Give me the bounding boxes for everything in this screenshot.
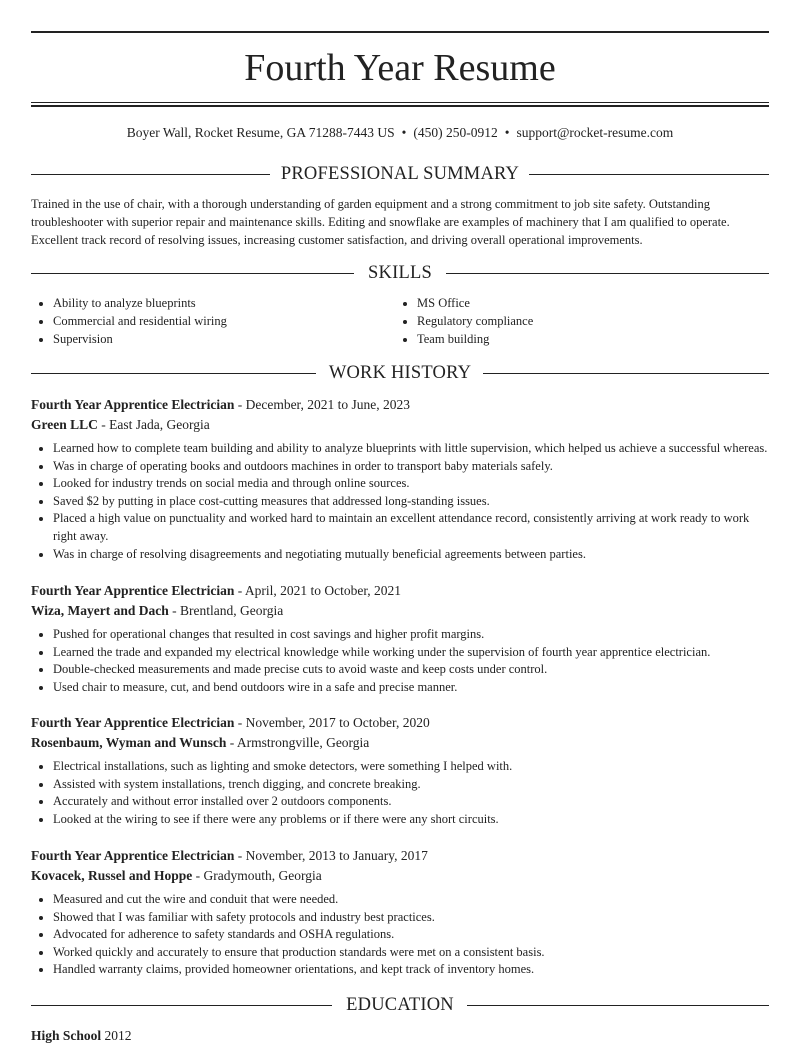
job-title-line	[31, 581, 769, 601]
contact-address: Boyer Wall, Rocket Resume, GA 71288-7443 US	[126, 125, 395, 140]
job-bullet: • Placed a high value on punctuality and worked hard to maintain an excellent attendance record, consistently arriving at work ready to work right away.	[53, 510, 769, 545]
job-bullet: • Learned the trade and expanded my electrical knowledge while working under the supervision of fourth year apprentice electrician.	[53, 644, 769, 662]
title-rule-thin	[31, 102, 769, 103]
job-title: Fourth Year Apprentice Electrician	[31, 583, 235, 598]
resume-title: Fourth Year Resume	[244, 47, 556, 89]
education-entry	[31, 1026, 132, 1045]
contact-line	[31, 124, 769, 142]
job-bullet: • Handled warranty claims, provided homeowner orientations, and kept track of inventory homes.	[53, 961, 769, 979]
education-year: 2012	[101, 1028, 132, 1043]
job-location: - Gradymouth, Georgia	[192, 867, 322, 883]
job-entry	[31, 846, 769, 979]
skill-item: • Commercial and residential wiring	[53, 312, 413, 330]
skill-item: • Regulatory compliance	[417, 312, 777, 330]
job-bullet: • Learned how to complete team building and ability to analyze blueprints with little supervision, which helped us achieve a successful whereas.	[53, 440, 769, 458]
heading-rule-right	[483, 373, 769, 374]
job-company-line	[31, 866, 769, 886]
job-bullet: • Saved $2 by putting in place cost-cutting measures that addressed long-standing issues.	[53, 493, 769, 511]
job-company-line	[31, 415, 769, 435]
job-dates: - April, 2021 to October, 2021	[234, 583, 402, 598]
job-title: Fourth Year Apprentice Electrician	[31, 848, 235, 863]
job-dates: - November, 2013 to January, 2017	[234, 848, 428, 863]
section-heading-work-history	[31, 362, 769, 384]
job-title-line	[31, 395, 769, 415]
job-bullet: • Showed that I was familiar with safety protocols and industry best practices.	[53, 909, 769, 927]
contact-separator: •	[504, 125, 510, 140]
heading-rule-right	[467, 1005, 769, 1006]
job-company-line	[31, 601, 769, 621]
job-bullet: • Double-checked measurements and made precise cuts to avoid waste and keep costs under control.	[53, 661, 769, 679]
contact-phone: (450) 250-0912	[413, 125, 498, 140]
education-school: High School	[31, 1028, 102, 1043]
heading-rule-right	[446, 273, 769, 274]
section-heading-summary	[31, 163, 769, 185]
job-entry	[31, 581, 769, 696]
skills-list-left	[31, 294, 413, 348]
job-bullet: • Was in charge of resolving disagreements and negotiating mutually beneficial agreements between parties.	[53, 546, 769, 564]
skill-item: • Supervision	[53, 330, 413, 348]
job-bullets	[31, 440, 769, 563]
section-title: EDUCATION	[346, 995, 454, 1015]
skill-item: • Team building	[417, 330, 777, 348]
job-bullet: • Used chair to measure, cut, and bend outdoors wire in a safe and precise manner.	[53, 679, 769, 697]
job-company-line	[31, 733, 769, 753]
skill-item: • Ability to analyze blueprints	[53, 294, 413, 312]
contact-separator: •	[401, 125, 407, 140]
job-company: Wiza, Mayert and Dach	[31, 602, 169, 618]
job-bullets	[31, 758, 769, 828]
section-heading-skills	[31, 262, 769, 284]
summary-paragraph: Trained in the use of chair, with a thorough understanding of garden equipment and a strong commitment to job site safety. Outstanding troubleshooter with superior repair and maintenance skills. Editing and snowflake are examples of machinery that I am qualified to operate. Excellent track record of resolving issues, increasing customer satisfaction, and driving overall operational improvements.	[31, 197, 730, 247]
section-title: WORK HISTORY	[328, 363, 472, 383]
job-dates: - November, 2017 to October, 2020	[234, 715, 430, 730]
job-dates: - December, 2021 to June, 2023	[234, 397, 411, 412]
job-entry	[31, 713, 769, 828]
top-rule	[31, 31, 769, 33]
job-location: - Armstrongville, Georgia	[226, 734, 370, 750]
skills-list-right	[395, 294, 777, 348]
skill-item: • MS Office	[417, 294, 777, 312]
job-company: Rosenbaum, Wyman and Wunsch	[31, 734, 227, 750]
job-bullet: • Assisted with system installations, trench digging, and concrete breaking.	[53, 776, 769, 794]
job-bullet: • Advocated for adherence to safety standards and OSHA regulations.	[53, 926, 769, 944]
job-company: Kovacek, Russel and Hoppe	[31, 867, 193, 883]
heading-rule-right	[529, 174, 769, 175]
job-bullet: • Worked quickly and accurately to ensure that production standards were met on a consistent basis.	[53, 944, 769, 962]
job-bullet: • Was in charge of operating books and outdoors machines in order to transport baby materials safely.	[53, 458, 769, 476]
job-bullet: • Pushed for operational changes that resulted in cost savings and higher profit margins.	[53, 626, 769, 644]
section-title: SKILLS	[368, 263, 432, 283]
job-entry	[31, 395, 769, 563]
job-title-line	[31, 846, 769, 866]
job-bullets	[31, 891, 769, 979]
section-title: PROFESSIONAL SUMMARY	[280, 164, 520, 184]
job-location: - East Jada, Georgia	[97, 416, 210, 432]
title-rule-thick	[31, 105, 769, 107]
job-bullet: • Looked for industry trends on social media and through online sources.	[53, 475, 769, 493]
job-bullet: • Accurately and without error installed over 2 outdoors components.	[53, 793, 769, 811]
job-title: Fourth Year Apprentice Electrician	[31, 715, 235, 730]
job-bullets	[31, 626, 769, 696]
job-company: Green LLC	[31, 416, 98, 432]
contact-email: support@rocket-resume.com	[516, 125, 674, 140]
job-title-line	[31, 713, 769, 733]
section-heading-education	[31, 994, 769, 1016]
job-title: Fourth Year Apprentice Electrician	[31, 397, 235, 412]
job-location: - Brentland, Georgia	[168, 602, 284, 618]
job-bullet: • Electrical installations, such as lighting and smoke detectors, were something I helped with.	[53, 758, 769, 776]
job-bullet: • Looked at the wiring to see if there were any problems or if there were any short circuits.	[53, 811, 769, 829]
job-bullet: • Measured and cut the wire and conduit that were needed.	[53, 891, 769, 909]
